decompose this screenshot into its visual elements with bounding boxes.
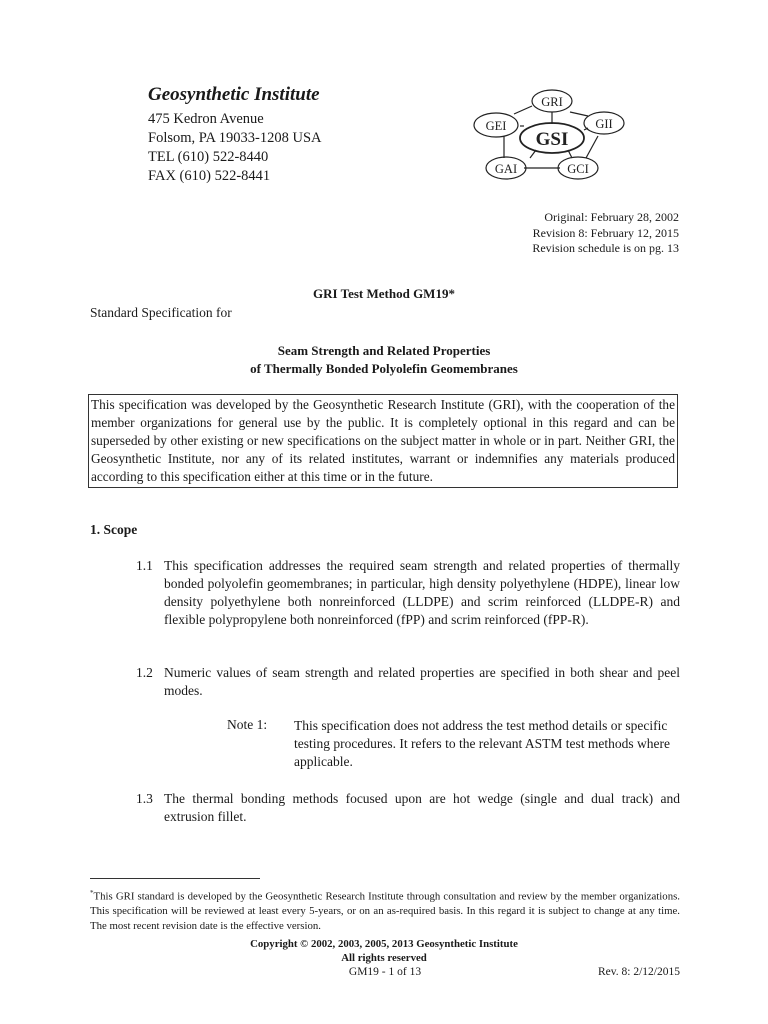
footnote-divider <box>90 878 260 879</box>
note-text: This specification does not address the test method details or specific testing procedures. It refers to the relevant ASTM test methods where applicable. <box>294 718 671 769</box>
document-title <box>90 342 678 378</box>
disclaimer-box: This specification was developed by the Geosynthetic Research Institute (GRI), with the cooperation of the member organizations for general use by the public. It is completely optional in this regard and can be superseded by other existing or new specifications on the subject matter in whole or in part. Neither GRI, the Geosynthetic Institute, nor any of its related institutes, warrant or indemnifies any materials produced according to this specification either at this time or in the future. <box>88 394 678 488</box>
scope-paragraph: Numeric values of seam strength and related properties are specified in both shear and peel modes. <box>164 665 680 698</box>
fax-number: FAX (610) 522-8441 <box>148 168 271 184</box>
phone-number: TEL (610) 522-8440 <box>148 149 269 165</box>
footnote-text: This GRI standard is developed by the Geosynthetic Research Institute through consultation and review by the member organizations. This specification will be reviewed at least every 5-years, or on an as-required basis. In this regard it is subject to change at any time. The most recent revision date is the effective version. <box>90 890 680 932</box>
item-number: 1.2 <box>136 665 153 680</box>
logo-node-gei: GEI <box>485 119 507 133</box>
address-street: 475 Kedron Avenue <box>148 111 264 127</box>
logo-node-gci: GCI <box>567 162 589 176</box>
revision-date: Revision 8: February 12, 2015 <box>532 225 679 240</box>
footnote-mark: * <box>90 889 94 897</box>
scope-paragraph: This specification addresses the required seam strength and related properties of thermally bonded polyolefin geomembranes; in particular, high density polyethylene (HDPE), linear low density polyethylene both nonreinforced (LLDPE) and scrim reinforced (LLDPE-R) and flexible polypropylene both nonreinforced (fPP) and scrim reinforced (fPP-R). <box>164 558 680 627</box>
revision-schedule-note: Revision schedule is on pg. 13 <box>532 241 679 255</box>
address-city: Folsom, PA 19033-1208 USA <box>148 130 322 146</box>
logo-node-gai: GAI <box>494 162 518 176</box>
copyright-line: Copyright © 2002, 2003, 2005, 2013 Geosynthetic Institute <box>250 938 518 950</box>
logo-center-label: GSI <box>535 129 569 150</box>
revision-footer: Rev. 8: 2/12/2015 <box>598 966 680 978</box>
logo-node-gri: GRI <box>541 95 563 109</box>
document-title-line-1: Seam Strength and Related Properties <box>277 343 491 358</box>
item-number: 1.1 <box>136 558 153 573</box>
footnote <box>90 886 680 933</box>
copyright-notice <box>90 937 678 965</box>
gsi-logo <box>468 88 628 189</box>
document-title-line-2: of Thermally Bonded Polyolefin Geomembranes <box>250 361 518 376</box>
test-method-title: GRI Test Method GM19* <box>313 286 455 301</box>
section-heading-scope: 1. Scope <box>90 522 138 537</box>
institute-name: Geosynthetic Institute <box>148 84 320 105</box>
original-date: Original: February 28, 2002 <box>544 210 679 224</box>
revision-dates <box>532 210 679 257</box>
logo-node-gii: GII <box>595 117 613 131</box>
spec-for-label: Standard Specification for <box>90 305 232 320</box>
scope-paragraph: The thermal bonding methods focused upon are hot wedge (single and dual track) and extrusion fillet. <box>164 791 680 824</box>
rights-line: All rights reserved <box>341 952 427 964</box>
page-number: GM19 - 1 of 13 <box>348 966 422 978</box>
item-number: 1.3 <box>136 791 153 806</box>
note-label: Note 1: <box>227 717 268 732</box>
